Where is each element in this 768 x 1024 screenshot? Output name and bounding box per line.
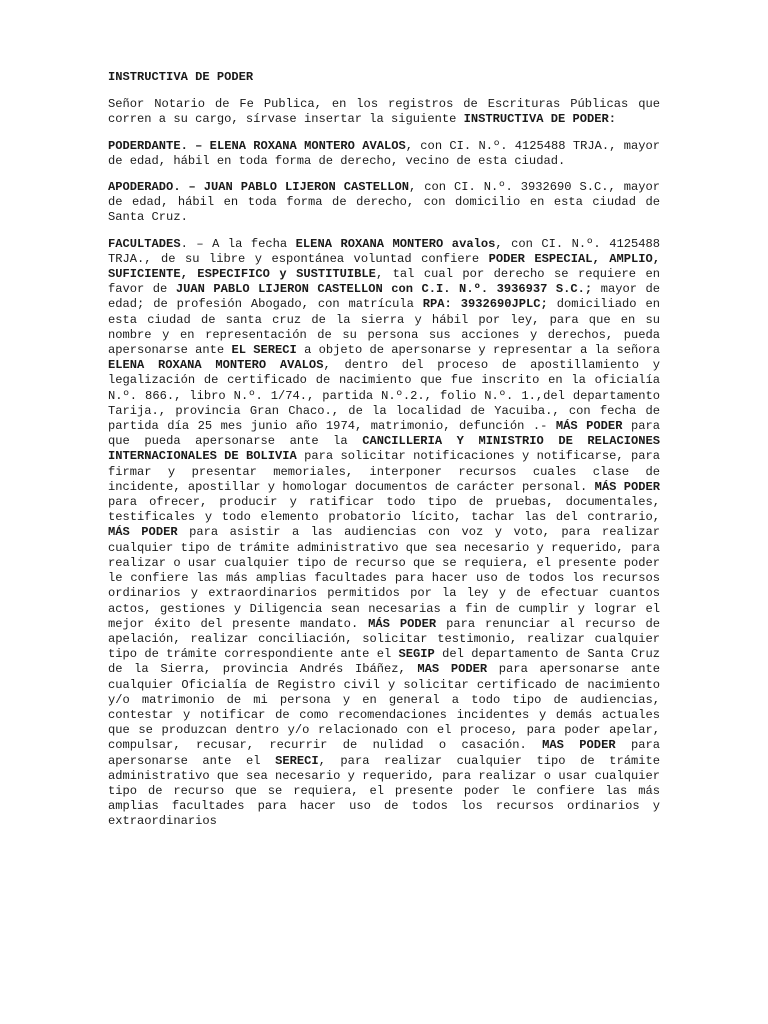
facultades-segment: MÁS PODER [368,616,437,631]
facultades-segment: FACULTADES [108,236,181,251]
facultades-segment: JUAN PABLO LIJERON CASTELLON con C.I. N.º. 3936937 S.C.; [175,282,593,297]
facultades-segment: MÁS PODER [108,525,178,540]
document-title: INSTRUCTIVA DE PODER [108,70,254,84]
apoderado-paragraph [108,180,660,226]
facultades-segment: MÁS PODER [594,479,660,494]
facultades-segment: CANCILLERIA Y MINISTRIO DE RELACIONES INTERNACIONALES DE BOLIVIA [108,434,660,464]
facultades-segment: para solicitar notificaciones y notificarse, para firmar y presentar memoriales, interponer recursos cuales clase de incidente, apostillar y homologar documentos de carácter personal. [108,449,661,494]
facultades-segment: SERECI [275,753,319,768]
facultades-segment: para renunciar al recurso de apelación, realizar conciliación, solicitar testimonio, realizar cualquier tipo de trámite correspondiente ante el [108,616,660,662]
poderdante-details: , con CI. N.º. 4125488 TRJA., mayor de edad, hábil en toda forma de derecho, vecino de esta ciudad. [108,138,660,168]
facultades-segment: RPA: 3932690JPLC; [422,297,548,312]
facultades-segment: para apersonarse ante cualquier Oficialía de Registro civil y solicitar certificado de nacimiento y/o matrimonio de mi persona y en general a todo tipo de audiencias, contestar y notificar de como recomendaciones incidentes y demás actuales que se produzcan dentro y/o relacionado con el proceso, para poder apelar, compulsar, recusar, recurrir de nulidad o casación. [108,662,660,753]
intro-paragraph [108,97,660,127]
facultades-segment: PODER ESPECIAL, AMPLIO, SUFICIENTE, ESPECIFICO y SUSTITUIBLE [108,251,661,282]
apoderado-details: , con CI. N.º. 3932690 S.C., mayor de edad, hábil en toda forma de derecho, con domicilio en esta ciudad de Santa Cruz. [108,180,660,225]
facultades-segment: para asistir a las audiencias con voz y voto, para realizar cualquier tipo de trámite administrativo que sea necesario y requerido, para realizar o usar cualquier tipo de recurso que se requiera, el presente poder le confiere las más amplias facultades para hacer uso de todos los recursos ordinarios y extraordinarios permitidos por la ley y de efectuar cuantos actos, gestiones y Diligencia sean necesarias a fin de cumplir y lograr el mejor éxito del presente mandato. [108,525,660,631]
intro-heading-bold: INSTRUCTIVA DE PODER: [463,112,617,127]
facultades-segment: domiciliado en esta ciudad de santa cruz de la sierra y hábil por ley, para que en su nombre y en representación de su persona sus acciones y derechos, pueda apersonarse ante [108,297,660,358]
facultades-segment: ELENA ROXANA MONTERO avalos [295,236,496,251]
facultades-segment: , para realizar cualquier tipo de trámite administrativo que sea necesario y requerido, para realizar o usar cualquier tipo de recurso que se requiera, el presente poder le confiere las más amplias facultades para hacer uso de todos los recursos ordinarios y extraordinarios [108,753,660,829]
facultades-segment: para ofrecer, producir y ratificar todo tipo de pruebas, documentales, testificales y todo elemento probatorio lícito, tachar las del contrario, [108,495,660,525]
facultades-segment: MAS PODER [542,738,616,753]
facultades-segment: , tal cual por derecho se requiere en favor de [108,267,660,297]
facultades-segment: del departamento de Santa Cruz de la Sierra, provincia Andrés Ibáñez, [108,647,660,677]
facultades-segment: SEGIP [398,647,435,662]
facultades-segment: , dentro del proceso de apostillamiento y legalización de certificado de nacimiento que fue inscrito en la oficialía N.º. 866., libro N.º. 1/74., partida N.º.2., folio N.º. 1.,del departamento Tarija., provincia Gran Chaco., de la localidad de Yacuiba., con fecha de partida día 25 mes junio año 1974, matrimonio, defunción .- [108,358,660,434]
facultades-paragraph [108,237,660,830]
facultades-segment: MÁS PODER [555,419,623,434]
facultades-segment: mayor de edad; de profesión Abogado, con matrícula [108,282,660,312]
facultades-segment: EL SERECI [231,343,297,358]
facultades-segment: MAS PODER [417,662,488,677]
apoderado-name: APODERADO. – JUAN PABLO LIJERON CASTELLON [108,180,410,195]
facultades-segment: ELENA ROXANA MONTERO AVALOS [108,358,324,373]
facultades-segment: a objeto de apersonarse y representar a la señora [296,343,660,358]
poderdante-name: PODERDANTE. – ELENA ROXANA MONTERO AVALOS [108,138,406,153]
facultades-segment: para apersonarse ante el [108,738,660,768]
facultades-segment: para que pueda apersonarse ante la [108,419,660,449]
poderdante-paragraph [108,139,660,169]
document-page [108,70,660,830]
facultades-segment: . – A la fecha [180,236,296,251]
intro-text: Señor Notario de Fe Publica, en los registros de Escrituras Públicas que corren a su cargo, sírvase insertar la siguiente [108,97,660,127]
facultades-segment: , con CI. N.º. 4125488 TRJA., de su libre y espontánea voluntad confiere [108,236,660,266]
